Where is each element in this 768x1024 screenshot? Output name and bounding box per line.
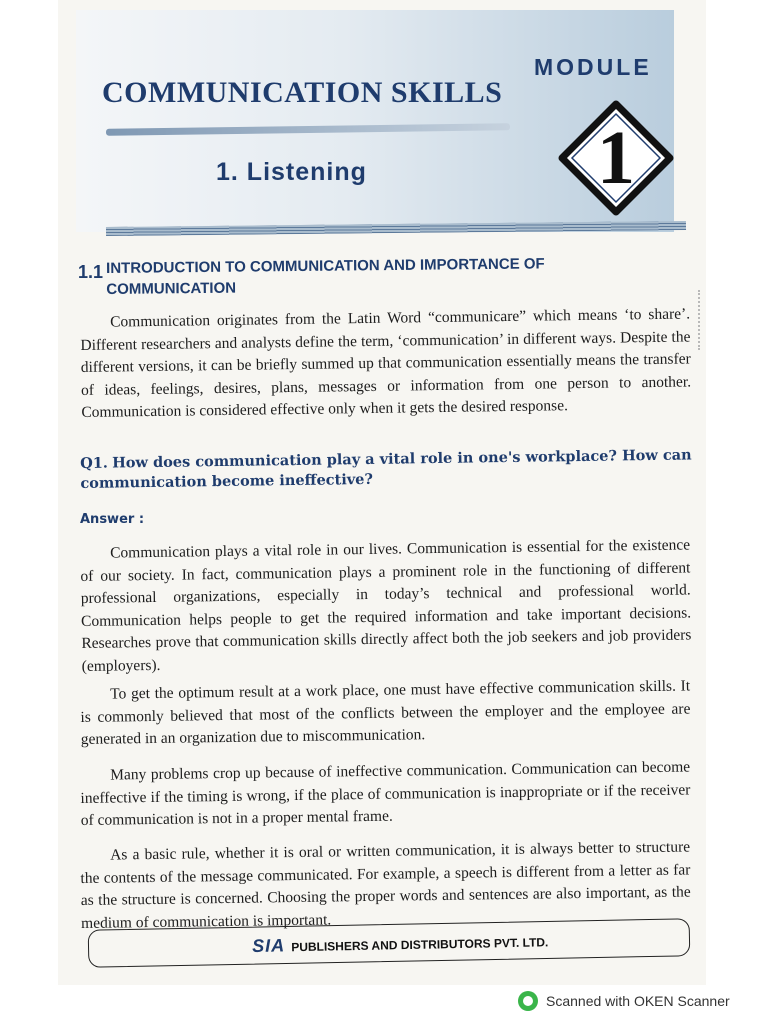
section-heading: INTRODUCTION TO COMMUNICATION AND IMPORTANCE OF COMMUNICATION (106, 255, 545, 298)
section-number: 1.1 (78, 262, 104, 282)
publisher-logo: SIA (252, 935, 286, 956)
chapter-underline (106, 221, 686, 236)
title-underline (106, 123, 510, 136)
page-title: COMMUNICATION SKILLS (102, 76, 503, 109)
question-text: How does communication play a vital role in one's workplace? How can communication become ineffective? (80, 446, 692, 492)
answer-paragraph-3: Many problems crop up because of ineffective communication. Communication can become ineffective if the timing is wrong, if the place of communication is inappropriate or if the receiver of communication is not in a proper mental frame. (80, 758, 691, 829)
question-number: Q1. (80, 454, 109, 472)
answer-paragraph-2: To get the optimum result at a work place, one must have effective communication skills. It is commonly believed that most of the conflicts between the employer and the employee are generated in an organization due to miscommunication. (80, 677, 691, 748)
answer-paragraph-1: Communication plays a vital role in our lives. Communication is essential for the existence of our society. In fact, communication plays a prominent role in the functioning of different professional organizations, especially in today’s technical and professional world. Communication helps people to get the required information and take important decisions. Researches prove that communication skills directly affect both the job seekers and job providers (employers). (80, 536, 692, 675)
book-page (58, 0, 706, 985)
answer-label: Answer : (80, 512, 145, 527)
page-edge-dots (696, 290, 700, 350)
header-band (76, 10, 674, 232)
module-diamond-badge (556, 98, 676, 218)
module-number: 1 (597, 115, 635, 200)
scanner-text: Scanned with OKEN Scanner (546, 993, 730, 1009)
question (80, 445, 692, 494)
scanner-watermark (518, 990, 730, 1012)
answer-paragraph-4: As a basic rule, whether it is oral or written communication, it is always better to structure the contents of the message communicated. For example, a speech is different from a letter as far as the structure is concerned. Choosing the proper words and sentences are also important, as the medium of communication is important. (80, 838, 691, 932)
module-label: MODULE (534, 54, 652, 80)
publisher-name: PUBLISHERS AND DISTRIBUTORS PVT. LTD. (291, 935, 549, 955)
chapter-title: 1. Listening (216, 158, 367, 186)
scanner-logo-icon (518, 991, 538, 1011)
intro-paragraph: Communication originates from the Latin Word “communicare” which means ‘to share’. Different researchers and analysts define the term, ‘communication’ in different ways. Despite the different versions, it can be briefly summed up that communication essentially means the transfer of ideas, feelings, desires, plans, messages or information from one person to another. Communication is considered effective only when it gets the desired response. (80, 305, 692, 421)
